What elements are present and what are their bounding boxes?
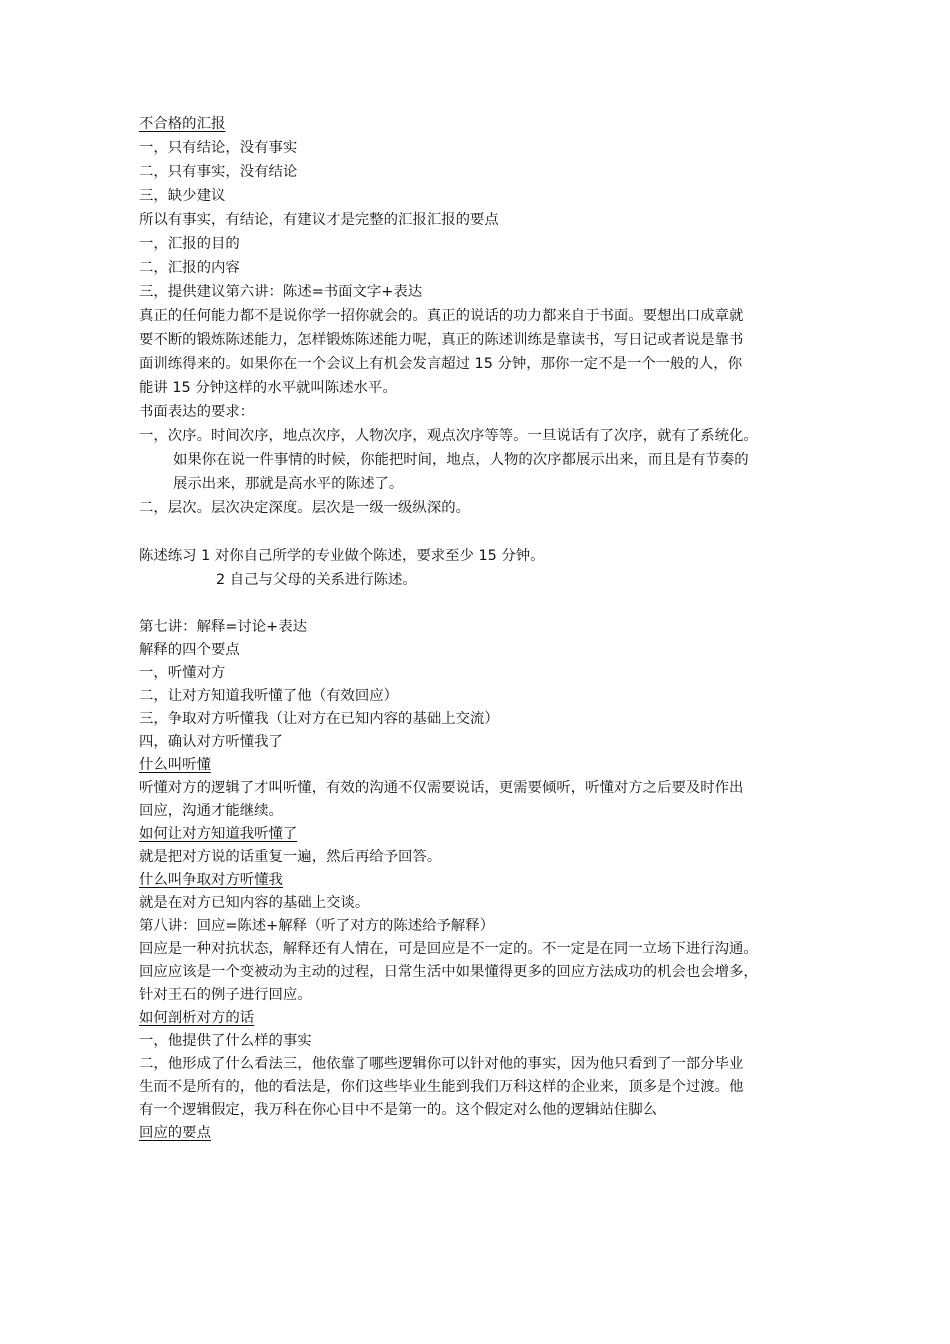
exercise-line-indented: 2 自己与父母的关系进行陈述。	[216, 572, 417, 588]
paragraph-line: 二，他形成了什么看法三，他依靠了哪些逻辑你可以针对他的事实，因为他只看到了一部分毕业	[139, 1056, 744, 1072]
list-item: 二，层次。层次决定深度。层次是一级一级纵深的。	[139, 500, 470, 516]
list-item: 一，只有结论，没有事实	[139, 140, 298, 156]
list-item: 二，让对方知道我听懂了他（有效回应）	[139, 688, 399, 704]
paragraph-line: 就是把对方说的话重复一遍，然后再给予回答。	[139, 849, 442, 865]
list-item: 一，听懂对方	[139, 665, 226, 681]
list-item: 四，确认对方听懂我了	[139, 734, 283, 750]
lecture-heading: 第七讲：解释=讨论+表达	[139, 619, 308, 635]
subheading-what-is-understanding: 什么叫听懂	[139, 757, 211, 773]
list-item: 二，只有事实，没有结论	[139, 164, 298, 180]
list-item: 三，争取对方听懂我（让对方在已知内容的基础上交流）	[139, 711, 499, 727]
paragraph-line: 有一个逻辑假定，我万科在你心目中不是第一的。这个假定对么他的逻辑站住脚么	[139, 1102, 658, 1118]
paragraph-line: 回应应该是一个变被动为主动的过程，日常生活中如果懂得更多的回应方法成功的机会也会增多，	[139, 964, 758, 980]
list-item: 三，缺少建议	[139, 188, 226, 204]
paragraph-line: 所以有事实，有结论，有建议才是完整的汇报汇报的要点	[139, 212, 499, 228]
subheading-analyze-words: 如何剖析对方的话	[139, 1010, 255, 1026]
list-item: 一，次序。时间次序，地点次序，人物次序，观点次序等等。一旦说话有了次序，就有了系统化。	[139, 428, 758, 444]
list-item: 二，汇报的内容	[139, 260, 240, 276]
blank-line	[139, 592, 839, 616]
lecture-heading: 第八讲：回应=陈述+解释（听了对方的陈述给予解释）	[139, 918, 495, 934]
paragraph-line: 要不断的锻炼陈述能力，怎样锻炼陈述能力呢，真正的陈述训练是靠读书，写日记或者说是靠书	[139, 332, 744, 348]
subheading-be-understood: 什么叫争取对方听懂我	[139, 872, 283, 888]
list-item: 三，提供建议第六讲：陈述=书面文字+表达	[139, 284, 423, 300]
paragraph-line: 听懂对方的逻辑了才叫听懂，有效的沟通不仅需要说话，更需要倾听，听懂对方之后要及时作出	[139, 780, 744, 796]
paragraph-line: 就是在对方已知内容的基础上交谈。	[139, 895, 370, 911]
heading-unqualified-report: 不合格的汇报	[139, 116, 226, 132]
paragraph-line: 生而不是所有的，他的看法是，你们这些毕业生能到我们万科这样的企业来，顶多是个过渡。他	[139, 1079, 744, 1095]
paragraph-line: 针对王石的例子进行回应。	[139, 987, 312, 1003]
blank-line	[139, 520, 839, 544]
exercise-line: 陈述练习 1 对你自己所学的专业做个陈述，要求至少 15 分钟。	[139, 548, 545, 564]
subheading-response-points: 回应的要点	[139, 1125, 211, 1141]
paragraph-line: 解释的四个要点	[139, 642, 240, 658]
paragraph-line: 真正的任何能力都不是说你学一招你就会的。真正的说话的功力都来自于书面。要想出口成章就	[139, 308, 744, 324]
document-body	[139, 112, 839, 1145]
paragraph-line: 能讲 15 分钟这样的水平就叫陈述水平。	[139, 380, 397, 396]
paragraph-line: 书面表达的要求：	[139, 404, 255, 420]
list-item: 一，汇报的目的	[139, 236, 240, 252]
list-item: 一，他提供了什么样的事实	[139, 1033, 312, 1049]
paragraph-line-indented: 展示出来，那就是高水平的陈述了。	[173, 476, 404, 492]
paragraph-line: 回应是一种对抗状态，解释还有人情在，可是回应是不一定的。不一定是在同一立场下进行沟通。	[139, 941, 758, 957]
paragraph-line-indented: 如果你在说一件事情的时候，你能把时间，地点，人物的次序都展示出来，而且是有节奏的	[173, 452, 749, 468]
subheading-let-them-know: 如何让对方知道我听懂了	[139, 826, 298, 842]
paragraph-line: 回应，沟通才能继续。	[139, 803, 283, 819]
paragraph-line: 面训练得来的。如果你在一个会议上有机会发言超过 15 分钟，那你一定不是一个一般的人，你	[139, 356, 743, 372]
